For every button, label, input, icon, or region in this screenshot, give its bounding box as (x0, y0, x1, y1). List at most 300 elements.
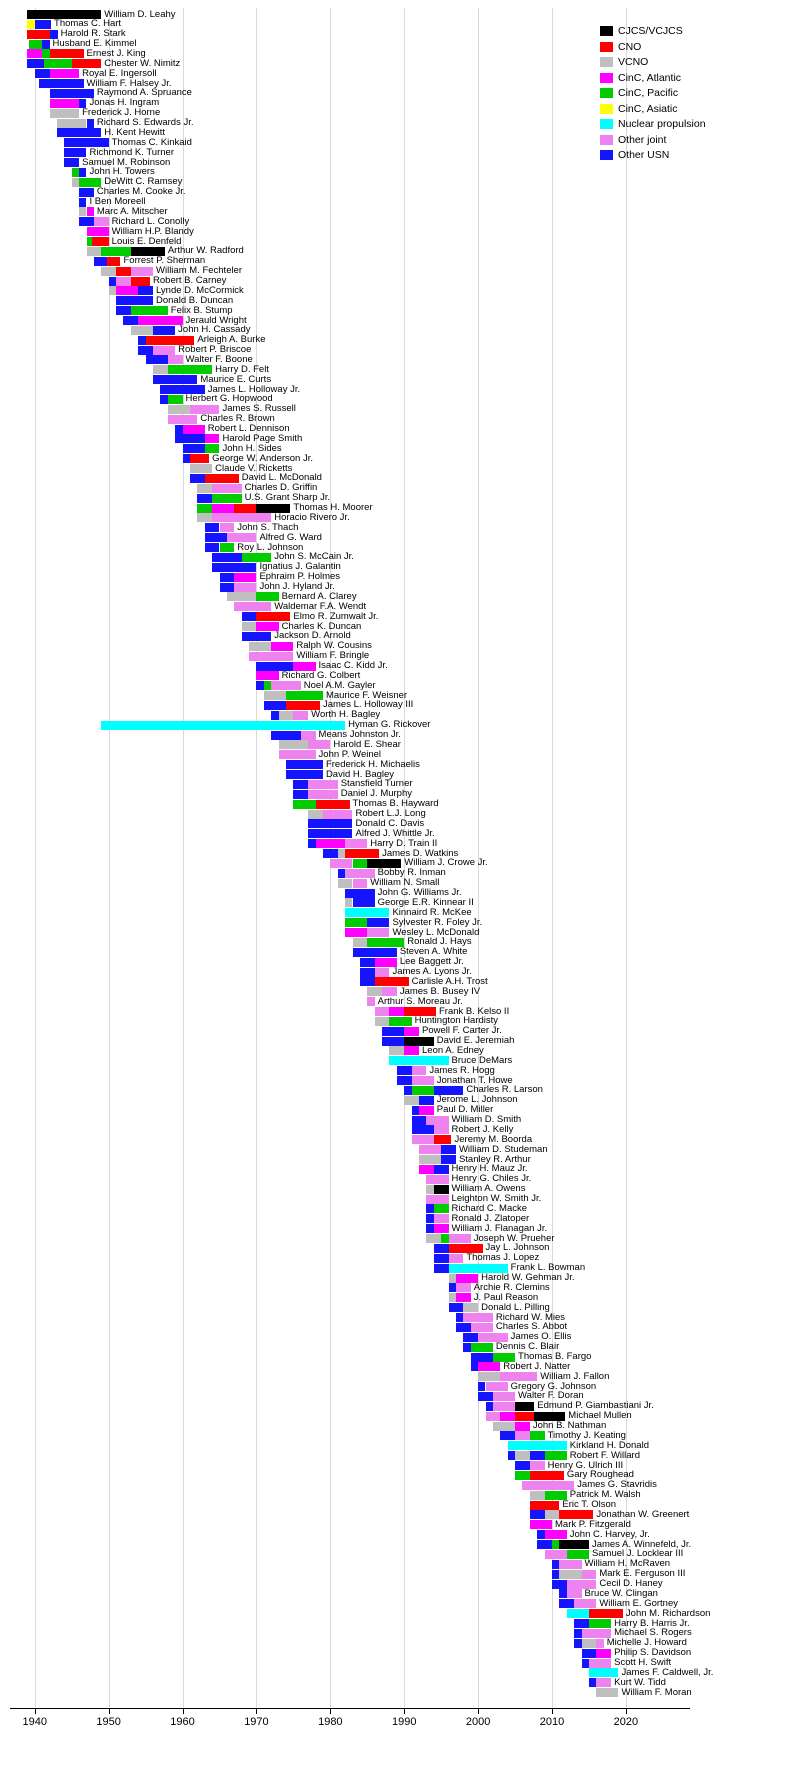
bar-label: Claude V. Ricketts (215, 462, 293, 474)
legend-swatch (600, 73, 613, 83)
bar-segment (545, 1451, 567, 1460)
bar-row (0, 464, 800, 473)
bar-row (0, 1066, 800, 1075)
bar-segment (353, 859, 368, 868)
bar-segment (138, 286, 153, 295)
bar-label: Richard G. Colbert (281, 669, 361, 681)
bar-segment (27, 49, 42, 58)
bar-label: Robert L. Dennison (207, 423, 290, 435)
bar-segment (463, 1343, 470, 1352)
bar-label: John H. Cassady (178, 324, 251, 336)
bar-segment (596, 1678, 611, 1687)
bar-segment (559, 1599, 574, 1608)
bar-segment (316, 800, 350, 809)
bar-row (0, 1382, 800, 1391)
bar-row (0, 1007, 800, 1016)
bar-row (0, 829, 800, 838)
bar-segment (345, 898, 352, 907)
bar-segment (57, 119, 87, 128)
bar-segment (116, 277, 131, 286)
bar-segment (552, 1580, 567, 1589)
legend-label: CNO (618, 40, 642, 53)
bar-row (0, 346, 800, 355)
bar-label: Frederick H. Michaelis (325, 758, 420, 770)
bar-label: Waldemar F.A. Wendt (274, 600, 367, 612)
bar-row (0, 326, 800, 335)
bar-label: Jackson D. Arnold (274, 630, 351, 642)
bar-segment (367, 997, 374, 1006)
bar-segment (153, 346, 175, 355)
bar-row (0, 267, 800, 276)
bar-row (0, 1175, 800, 1184)
bar-segment (530, 1520, 552, 1529)
bar-segment (530, 1461, 545, 1470)
bar-segment (500, 1372, 537, 1381)
bar-segment (256, 671, 278, 680)
bar-segment (338, 869, 345, 878)
bar-label: Thomas C. Kinkaid (111, 136, 192, 148)
bar-label: Richmond K. Turner (89, 146, 174, 158)
bar-segment (537, 1530, 544, 1539)
bar-label: Thomas J. Lopez (466, 1252, 540, 1264)
bar-segment (500, 1431, 515, 1440)
x-tick-label-1950: 1950 (96, 1716, 121, 1728)
bar-segment (87, 207, 94, 216)
bar-segment (146, 355, 168, 364)
bar-row (0, 316, 800, 325)
legend-swatch (600, 42, 613, 52)
bar-label: James A. Winnefeld, Jr. (591, 1538, 692, 1550)
bar-segment (131, 306, 168, 315)
bar-segment (138, 316, 182, 325)
bar-label: Arthur S. Moreau Jr. (377, 995, 463, 1007)
bar-row (0, 681, 800, 690)
bar-segment (242, 632, 272, 641)
bar-segment (183, 425, 205, 434)
bar-row (0, 1431, 800, 1440)
bar-segment (589, 1609, 623, 1618)
bar-label: Samuel M. Robinson (82, 156, 171, 168)
bar-row (0, 1017, 800, 1026)
bar-segment (412, 1125, 434, 1134)
bar-label: James B. Busey IV (399, 985, 481, 997)
bar-segment (64, 148, 86, 157)
legend-label: CJCS/VCJCS (618, 25, 683, 37)
bar-segment (426, 1234, 441, 1243)
bar-segment (530, 1491, 545, 1500)
bar-segment (57, 128, 101, 137)
bar-row (0, 997, 800, 1006)
bar-segment (360, 958, 375, 967)
bar-label: Harold W. Gehman Jr. (481, 1272, 575, 1284)
bar-label: Edmund P. Giambastiani Jr. (537, 1400, 654, 1412)
bar-segment (434, 1125, 449, 1134)
bar-row (0, 1303, 800, 1312)
x-tick-1960 (183, 1709, 184, 1714)
legend-swatch (600, 88, 613, 98)
bar-label: Arthur W. Radford (167, 245, 244, 257)
bar-label: William D. Leahy (104, 8, 176, 20)
bar-segment (434, 1135, 452, 1144)
bar-segment (205, 533, 227, 542)
bar-row (0, 701, 800, 710)
bar-label: Jonas H. Ingram (89, 97, 160, 109)
bar-segment (79, 168, 86, 177)
bar-segment (449, 1274, 456, 1283)
bar-segment (353, 938, 368, 947)
bar-segment (345, 918, 367, 927)
bar-segment (116, 267, 131, 276)
bar-segment (131, 277, 150, 286)
bar-segment (87, 119, 94, 128)
bar-row (0, 336, 800, 345)
x-tick-label-1960: 1960 (170, 1716, 195, 1728)
bar-row (0, 918, 800, 927)
bar-segment (205, 523, 220, 532)
bar-label: Noel A.M. Gayler (303, 679, 376, 691)
bar-segment (382, 1037, 404, 1046)
bar-segment (160, 395, 167, 404)
bar-segment (131, 267, 153, 276)
bar-row (0, 1096, 800, 1105)
bar-segment (426, 1214, 433, 1223)
bar-label: Arleigh A. Burke (197, 334, 266, 346)
x-tick-label-1970: 1970 (244, 1716, 269, 1728)
bar-row (0, 987, 800, 996)
bar-row (0, 1244, 800, 1253)
bar-segment (426, 1185, 433, 1194)
bar-segment (404, 1027, 419, 1036)
bar-segment (441, 1234, 448, 1243)
bar-segment (308, 780, 338, 789)
x-tick-2010 (552, 1709, 553, 1714)
bar-segment (530, 1431, 545, 1440)
bar-segment (242, 622, 257, 631)
bar-label: Frank B. Kelso II (438, 1005, 510, 1017)
bar-label: Charles R. Larson (466, 1084, 543, 1096)
bar-row (0, 1599, 800, 1608)
bar-label: Gary Roughead (566, 1469, 634, 1481)
bar-label: David E. Jeremiah (436, 1035, 515, 1047)
bar-segment (44, 59, 72, 68)
bar-segment (279, 740, 309, 749)
bar-segment (493, 1402, 515, 1411)
bar-segment (360, 968, 375, 977)
bar-row (0, 1274, 800, 1283)
bar-label: George W. Anderson Jr. (212, 452, 313, 464)
bar-segment (293, 711, 308, 720)
bar-label: William M. Fechteler (156, 265, 243, 277)
bar-segment (64, 158, 79, 167)
bar-segment (308, 839, 315, 848)
bar-row (0, 247, 800, 256)
bar-segment (367, 928, 389, 937)
bar-label: James G. Stavridis (577, 1479, 657, 1491)
bar-label: James D. Watkins (382, 847, 459, 859)
bar-row (0, 306, 800, 315)
bar-segment (574, 1629, 581, 1638)
bar-segment (293, 800, 315, 809)
bar-segment (345, 839, 367, 848)
bar-segment (530, 1471, 564, 1480)
bar-label: Royal E. Ingersoll (82, 67, 157, 79)
bar-segment (456, 1323, 471, 1332)
bar-row (0, 217, 800, 226)
bar-label: Patrick M. Walsh (569, 1489, 641, 1501)
bar-row (0, 612, 800, 621)
bar-label: Daniel J. Murphy (340, 788, 412, 800)
bar-segment (168, 355, 183, 364)
bar-segment (101, 721, 345, 730)
bar-label: Stanley R. Arthur (458, 1153, 531, 1165)
bar-row (0, 355, 800, 364)
bar-segment (382, 1027, 404, 1036)
x-tick-label-1980: 1980 (318, 1716, 343, 1728)
bar-segment (123, 316, 138, 325)
x-tick-label-1990: 1990 (391, 1716, 417, 1728)
bar-segment (360, 977, 375, 986)
bar-label: William N. Small (370, 877, 440, 889)
bar-label: Ronald J. Zlatoper (451, 1212, 530, 1224)
legend-item (600, 117, 790, 131)
bar-segment (279, 711, 294, 720)
bar-label: Richard S. Edwards Jr. (96, 117, 194, 129)
bar-segment (175, 434, 205, 443)
bar-segment (50, 99, 80, 108)
bar-label: Kirkland H. Donald (569, 1439, 649, 1451)
bar-row (0, 1214, 800, 1223)
bar-segment (153, 375, 197, 384)
bar-label: William E. Gortney (599, 1597, 678, 1609)
bar-label: James F. Caldwell, Jr. (621, 1666, 714, 1678)
bar-segment (338, 849, 345, 858)
legend-item (600, 40, 790, 54)
bar-segment (530, 1501, 560, 1510)
bar-segment (79, 198, 86, 207)
bar-segment (522, 1481, 544, 1490)
bar-row (0, 1471, 800, 1480)
bar-segment (567, 1609, 589, 1618)
bar-segment (212, 553, 242, 562)
bar-segment (552, 1540, 559, 1549)
bar-segment (286, 770, 323, 779)
bar-label: Henry H. Mauz Jr. (451, 1163, 528, 1175)
bar-row (0, 1076, 800, 1085)
bar-label: Jerome L. Johnson (436, 1094, 518, 1106)
bar-row (0, 1254, 800, 1263)
bar-label: Walter F. Doran (518, 1390, 584, 1402)
bar-row (0, 1293, 800, 1302)
bar-segment (434, 1165, 449, 1174)
bar-segment (131, 326, 153, 335)
bar-segment (345, 889, 375, 898)
bar-row (0, 553, 800, 562)
bar-label: Ernest J. King (86, 47, 146, 59)
bar-label: Gregory G. Johnson (510, 1380, 597, 1392)
bar-label: H. Kent Hewitt (104, 126, 165, 138)
legend-label: CinC, Pacific (618, 87, 679, 99)
bar-row (0, 1204, 800, 1213)
bar-row (0, 1037, 800, 1046)
bar-segment (109, 286, 116, 295)
bar-row (0, 602, 800, 611)
bar-row (0, 1649, 800, 1658)
bar-label: Worth H. Bagley (311, 709, 381, 721)
bar-row (0, 425, 800, 434)
bar-label: Horacio Rivero Jr. (274, 511, 350, 523)
bar-segment (116, 296, 153, 305)
bar-row (0, 1283, 800, 1292)
bar-row (0, 543, 800, 552)
bar-segment (175, 425, 182, 434)
bar-segment (574, 1639, 581, 1648)
bar-segment (515, 1451, 530, 1460)
bar-segment (382, 987, 397, 996)
bar-row (0, 227, 800, 236)
bar-row (0, 573, 800, 582)
bar-segment (508, 1441, 567, 1450)
bar-label: William H. McRaven (584, 1558, 671, 1570)
legend (600, 24, 790, 164)
bar-label: Leon A. Edney (422, 1044, 484, 1056)
bar-segment (87, 227, 109, 236)
bar-segment (234, 504, 256, 513)
bar-row (0, 563, 800, 572)
bar-label: Alfred J. Whittle Jr. (355, 827, 435, 839)
bar-segment (39, 79, 83, 88)
bar-row (0, 750, 800, 759)
bar-segment (286, 760, 323, 769)
bar-segment (515, 1431, 530, 1440)
bar-segment (471, 1362, 478, 1371)
x-tick-1990 (404, 1709, 405, 1714)
bar-segment (404, 1086, 411, 1095)
bar-row (0, 385, 800, 394)
bar-segment (412, 1066, 427, 1075)
bar-segment (330, 859, 352, 868)
bar-label: Robert B. Carney (153, 275, 227, 287)
bar-row (0, 1145, 800, 1154)
bar-segment (345, 908, 389, 917)
bar-row (0, 454, 800, 463)
bar-segment (567, 1580, 574, 1589)
bar-segment (50, 49, 84, 58)
bar-segment (27, 59, 43, 68)
bar-label: Charles D. Griffin (244, 482, 318, 494)
bar-segment (515, 1412, 534, 1421)
bar-label: J. Paul Reason (473, 1291, 539, 1303)
bar-label: Charles M. Cooke Jr. (96, 186, 186, 198)
bar-segment (559, 1589, 566, 1598)
bar-segment (426, 1195, 448, 1204)
bar-label: William H.P. Blandy (111, 225, 194, 237)
bar-segment (197, 484, 212, 493)
bar-segment (478, 1372, 500, 1381)
bar-segment (375, 1007, 390, 1016)
bar-label: Scott H. Swift (614, 1657, 672, 1668)
bar-label: Alfred G. Ward (259, 531, 322, 543)
bar-segment (264, 681, 271, 690)
bar-label: William J. Crowe Jr. (404, 857, 488, 869)
bar-segment (234, 583, 256, 592)
bar-label: John S. McCain Jr. (274, 551, 354, 563)
bar-row (0, 1372, 800, 1381)
bar-label: Carlisle A.H. Trost (411, 975, 488, 987)
bar-label: Bobby R. Inman (377, 867, 446, 879)
bar-segment (367, 987, 382, 996)
legend-label: Other joint (618, 133, 667, 146)
bar-label: Jonathan W. Greenert (596, 1508, 690, 1520)
bar-label: Harold Page Smith (222, 432, 303, 444)
bar-segment (419, 1165, 434, 1174)
bar-segment (92, 237, 108, 246)
bar-row (0, 1451, 800, 1460)
bar-row (0, 652, 800, 661)
bar-label: Ronald J. Hays (407, 936, 472, 948)
bar-label: Charles R. Brown (200, 413, 275, 425)
bar-row (0, 494, 800, 503)
bar-row (0, 1402, 800, 1411)
bar-segment (220, 523, 235, 532)
bar-label: Thomas B. Fargo (518, 1351, 592, 1362)
bar-segment (463, 1333, 478, 1342)
bar-row (0, 968, 800, 977)
bar-segment (168, 395, 183, 404)
bar-segment (345, 928, 367, 937)
bar-row (0, 632, 800, 641)
bar-row (0, 1609, 800, 1618)
bar-segment (72, 59, 102, 68)
bar-segment (190, 474, 205, 483)
bar-label: Robert L.J. Long (355, 808, 426, 820)
bar-segment (515, 1402, 534, 1411)
bar-segment (567, 1589, 582, 1598)
bar-row (0, 1165, 800, 1174)
bar-segment (264, 701, 286, 710)
bar-segment (72, 178, 79, 187)
bar-segment (205, 543, 220, 552)
bar-row (0, 1510, 800, 1519)
bar-segment (582, 1570, 597, 1579)
x-tick-label-2000: 2000 (465, 1716, 491, 1728)
bar-row (0, 1678, 800, 1687)
bar-label: Kinnaird R. McKee (392, 906, 472, 918)
bar-row (0, 484, 800, 493)
bar-segment (596, 1639, 603, 1648)
bar-row (0, 622, 800, 631)
bar-label: Harry D. Felt (215, 363, 269, 375)
bar-row (0, 760, 800, 769)
x-tick-1950 (109, 1709, 110, 1714)
bar-segment (434, 1254, 449, 1263)
bar-label: Raymond A. Spruance (96, 87, 192, 99)
x-axis-line (10, 1708, 690, 1709)
bar-label: James R. Hogg (429, 1064, 495, 1076)
bar-segment (227, 592, 257, 601)
bar-label: Huntington Hardisty (414, 1015, 499, 1027)
bar-segment (397, 1066, 412, 1075)
bar-label: Joseph W. Prueher (473, 1232, 555, 1244)
bar-label: Thomas H. Moorer (293, 502, 373, 514)
bar-label: David H. Bagley (325, 768, 395, 780)
bar-label: Wesley L. McDonald (392, 926, 480, 938)
bar-segment (72, 168, 79, 177)
bar-segment (419, 1096, 434, 1105)
legend-label: CinC, Atlantic (618, 71, 682, 84)
bar-label: Richard C. Macke (451, 1202, 528, 1214)
bar-row (0, 1580, 800, 1589)
bar-segment (589, 1619, 611, 1628)
